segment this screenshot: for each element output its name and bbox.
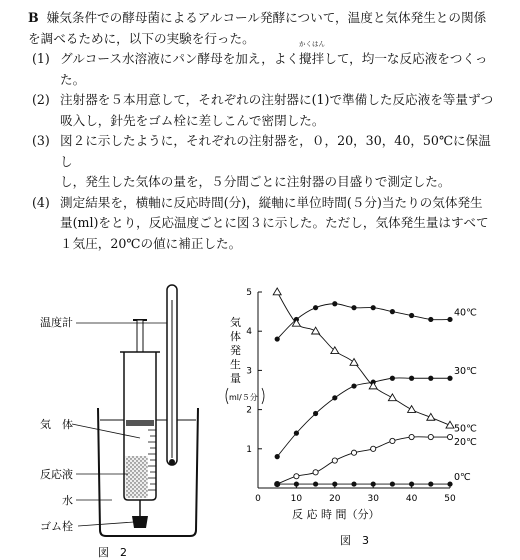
y-tick-label: 3 bbox=[246, 366, 252, 377]
point-50℃ bbox=[312, 327, 320, 334]
thermometer-bulb bbox=[169, 459, 175, 465]
ylabel-char-4: 量 bbox=[230, 372, 241, 385]
x-tick-label: 40 bbox=[405, 494, 418, 504]
point-0℃ bbox=[390, 481, 395, 486]
point-0℃ bbox=[447, 481, 452, 486]
point-50℃ bbox=[408, 406, 416, 413]
section-label: B bbox=[28, 10, 39, 25]
rubber-stopper bbox=[132, 516, 148, 528]
series-label: 50℃ bbox=[454, 423, 477, 435]
y-tick-label: 4 bbox=[246, 327, 252, 338]
series-label: 30℃ bbox=[454, 366, 477, 378]
point-30℃ bbox=[275, 454, 280, 459]
point-40℃ bbox=[409, 313, 414, 318]
data-points bbox=[273, 288, 454, 487]
plunger-head bbox=[126, 420, 154, 426]
series-label: 20℃ bbox=[454, 437, 477, 449]
figure-2-caption: 図 2 bbox=[98, 546, 127, 559]
point-50℃ bbox=[350, 359, 358, 366]
point-0℃ bbox=[428, 481, 433, 486]
x-tick-label: 50 bbox=[444, 494, 456, 504]
point-40℃ bbox=[332, 301, 337, 306]
step-2: (2) 注射器を５本用意して，それぞれの注射器に(1)で準備した反応液を等量ずつ 吸入し，針先をゴム栓に差しこんで密閉した。 bbox=[32, 92, 494, 128]
label-rubber-stopper: ゴム栓 bbox=[40, 520, 73, 533]
figure-3-caption: 図 3 bbox=[340, 534, 369, 547]
point-0℃ bbox=[313, 481, 318, 486]
point-20℃ bbox=[428, 434, 433, 439]
x-tick-label: 0 bbox=[255, 494, 261, 504]
point-20℃ bbox=[409, 434, 414, 439]
point-30℃ bbox=[447, 376, 452, 381]
ylabel-char-0: 気 bbox=[230, 316, 241, 329]
point-30℃ bbox=[313, 411, 318, 416]
curve-20℃ bbox=[277, 437, 450, 484]
x-axis-label: 反 応 時 間（分） bbox=[292, 508, 380, 521]
point-50℃ bbox=[446, 421, 454, 428]
series-labels bbox=[454, 307, 477, 483]
point-30℃ bbox=[409, 376, 414, 381]
step-4: (4) 測定結果を，横軸に反応時間(分)，縦軸に単位時間(５分)当たりの気体発生 量(ml)をとり，反応温度ごとに図３に示した。ただし，気体発生量はすべて １気圧，20℃の値に補正した。 bbox=[32, 194, 489, 251]
point-0℃ bbox=[409, 481, 414, 486]
step-3: (3) 図２に示したように，それぞれの注射器を，０，20，30，40，50℃に保温し し，発生した気体の量を，５分間ごとに注射器の目盛りで測定した。 bbox=[32, 133, 491, 189]
point-20℃ bbox=[351, 450, 356, 455]
x-tick-label: 30 bbox=[367, 494, 379, 504]
step-1: (1) グルコース水溶液にパン酵母を加え，よく かくはん 攪拌して，均一な反応液をつくっ た。 bbox=[32, 40, 488, 87]
ruby-kakuhan: かくはん 攪拌 bbox=[299, 40, 326, 66]
point-40℃ bbox=[313, 305, 318, 310]
label-thermometer: 温度計 bbox=[40, 316, 73, 329]
y-unit: ml/５分 bbox=[229, 393, 258, 402]
y-tick-label: 1 bbox=[246, 444, 252, 455]
point-0℃ bbox=[294, 481, 299, 486]
label-reaction-liquid: 反応液 bbox=[40, 468, 73, 481]
point-20℃ bbox=[294, 474, 299, 479]
curve-30℃ bbox=[277, 378, 450, 457]
series-label: 40℃ bbox=[454, 307, 477, 319]
y-tick-label: 5 bbox=[246, 288, 252, 298]
figure-2-apparatus bbox=[0, 280, 225, 560]
problem-text bbox=[28, 8, 498, 254]
point-50℃ bbox=[388, 394, 396, 401]
point-40℃ bbox=[447, 317, 452, 322]
point-30℃ bbox=[351, 383, 356, 388]
x-tick-label: 10 bbox=[290, 494, 303, 504]
intro-line-1: B 嫌気条件での酵母菌によるアルコール発酵について，温度と気体発生との関係 bbox=[28, 10, 487, 25]
point-50℃ bbox=[273, 288, 281, 295]
axes bbox=[246, 288, 456, 504]
point-20℃ bbox=[390, 438, 395, 443]
point-50℃ bbox=[427, 413, 435, 420]
curves bbox=[277, 292, 450, 484]
point-20℃ bbox=[332, 458, 337, 463]
point-20℃ bbox=[313, 470, 318, 475]
intro-line-2: を調べるために，以下の実験を行った。 bbox=[28, 30, 255, 46]
point-30℃ bbox=[428, 376, 433, 381]
curve-40℃ bbox=[277, 304, 450, 339]
label-gas: 気 体 bbox=[40, 418, 73, 431]
point-0℃ bbox=[332, 481, 337, 486]
point-20℃ bbox=[447, 434, 452, 439]
point-0℃ bbox=[351, 481, 356, 486]
curve-50℃ bbox=[277, 292, 450, 425]
ylabel-char-1: 体 bbox=[230, 330, 241, 343]
reaction-liquid bbox=[126, 456, 148, 498]
point-40℃ bbox=[351, 305, 356, 310]
ylabel-char-3: 生 bbox=[230, 358, 241, 371]
y-tick-label: 2 bbox=[246, 405, 252, 416]
point-0℃ bbox=[371, 481, 376, 486]
ylabel-char-2: 発 bbox=[230, 344, 241, 357]
point-40℃ bbox=[428, 317, 433, 322]
point-0℃ bbox=[275, 481, 280, 486]
point-30℃ bbox=[294, 431, 299, 436]
series-label: 0℃ bbox=[454, 472, 471, 484]
point-40℃ bbox=[275, 336, 280, 341]
point-30℃ bbox=[332, 395, 337, 400]
point-30℃ bbox=[390, 376, 395, 381]
figure-3-chart bbox=[222, 274, 512, 558]
label-water: 水 bbox=[62, 494, 73, 507]
point-40℃ bbox=[390, 309, 395, 314]
x-tick-label: 20 bbox=[329, 494, 341, 504]
point-40℃ bbox=[371, 305, 376, 310]
point-20℃ bbox=[371, 446, 376, 451]
